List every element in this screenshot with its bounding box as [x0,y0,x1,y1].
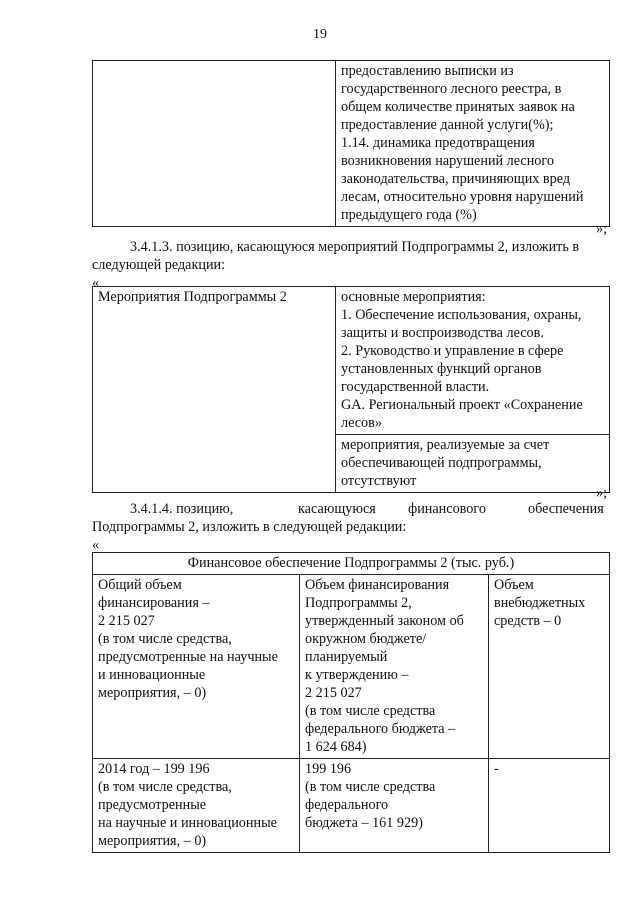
indicator-line: государственного лесного реестра, в [341,81,562,97]
year-2014-budget-cell [300,759,489,853]
indicator-line: законодательства, причиняющих вред [341,171,571,187]
activity-line: государственной власти. [341,379,490,395]
total-line: (в том числе средства, [98,631,232,647]
budget-line: 1 624 684) [305,739,367,755]
activities-table [92,286,610,493]
clause-3-4-1-3-line2: следующей редакции: [92,257,226,273]
clause-3-4-1-3-line1: 3.4.1.3. позицию, касающуюся мероприятий Подпрограммы 2, изложить в [130,239,580,255]
indicators-left-cell [93,61,336,227]
closing-quote: »; [596,485,608,501]
activity-line: установленных функций органов [341,361,542,377]
total-volume-cell [93,575,300,759]
activity-line: обеспечивающей подпрограммы, [341,455,542,471]
indicator-line: лесам, относительно уровня нарушений [341,189,584,205]
budget-line: (в том числе средства [305,703,436,719]
indicator-line: предоставление данной услуги(%); [341,117,554,133]
activity-line: лесов» [341,415,382,431]
budget-line: утвержденный законом об [305,613,464,629]
activity-line: мероприятия, реализуемые за счет [341,437,550,453]
year-budget-line: 199 196 [305,761,352,777]
budget-line: Подпрограммы 2, [305,595,412,611]
budget-line: федерального бюджета – [305,721,456,737]
activities-label-cell [93,287,336,493]
year-budget-line: федерального [305,797,389,813]
budget-line: к утверждению – [305,667,409,683]
clause-3-4-1-4-word: 3.4.1.4. позицию, [130,501,234,517]
total-line: предусмотренные на научные [98,649,278,665]
activity-line: GA. Региональный проект «Сохранение [341,397,583,413]
support-activities-cell [336,435,610,493]
year-line: (в том числе средства, [98,779,232,795]
indicators-right-cell [336,61,610,227]
total-line: финансирования – [98,595,210,611]
extrabudget-line: средств – 0 [494,613,562,629]
year-2014-extrabudget-cell [489,759,610,853]
clause-3-4-1-4-word: обеспечения [528,501,604,517]
financing-header: Финансовое обеспечение Подпрограммы 2 (тыс. руб.) [187,555,515,571]
year-line: 2014 год – 199 196 [98,761,210,777]
budget-line: 2 215 027 [305,685,362,701]
year-budget-line: (в том числе средства [305,779,436,795]
indicator-line: возникновения нарушений лесного [341,153,554,169]
main-activities-cell [336,287,610,435]
opening-quote: « [92,275,100,291]
financing-table [92,552,610,853]
opening-quote: « [92,537,100,553]
activity-line: отсутствуют [341,473,417,489]
total-line: мероприятия, – 0) [98,685,207,701]
financing-header-cell [93,553,610,575]
activity-line: основные мероприятия: [341,289,486,305]
total-line: 2 215 027 [98,613,155,629]
indicator-line: предоставлению выписки из [341,63,514,79]
activity-line: 1. Обеспечение использования, охраны, [341,307,582,323]
page-number: 19 [313,27,327,42]
clause-3-4-1-4-line2: Подпрограммы 2, изложить в следующей редакции: [92,519,407,535]
clause-3-4-1-4-word: финансового [408,501,486,517]
activity-line: защиты и воспроизводства лесов. [341,325,544,341]
extrabudget-cell [489,575,610,759]
total-line: и инновационные [98,667,206,683]
indicator-line: общем количестве принятых заявок на [341,99,575,115]
budget-line: Объем финансирования [305,577,450,593]
year-budget-line: бюджета – 161 929) [305,815,423,831]
extrabudget-line: внебюджетных [494,595,586,611]
activities-label: Мероприятия Подпрограммы 2 [98,289,287,305]
year-extrabudget-line: - [494,761,499,777]
year-2014-total-cell [93,759,300,853]
activity-line: 2. Руководство и управление в сфере [341,343,564,359]
year-line: предусмотренные [98,797,207,813]
budget-volume-cell [300,575,489,759]
closing-quote: »; [596,221,608,237]
indicator-line: предыдущего года (%) [341,207,477,223]
indicators-table [92,60,610,227]
extrabudget-line: Объем [494,577,534,593]
budget-line: окружном бюджете/ [305,631,427,647]
year-line: мероприятия, – 0) [98,833,207,849]
indicator-line: 1.14. динамика предотвращения [341,135,535,151]
budget-line: планируемый [305,649,388,665]
clause-3-4-1-4-word: касающуюся [298,501,376,517]
total-line: Общий объем [98,577,182,593]
year-line: на научные и инновационные [98,815,277,831]
